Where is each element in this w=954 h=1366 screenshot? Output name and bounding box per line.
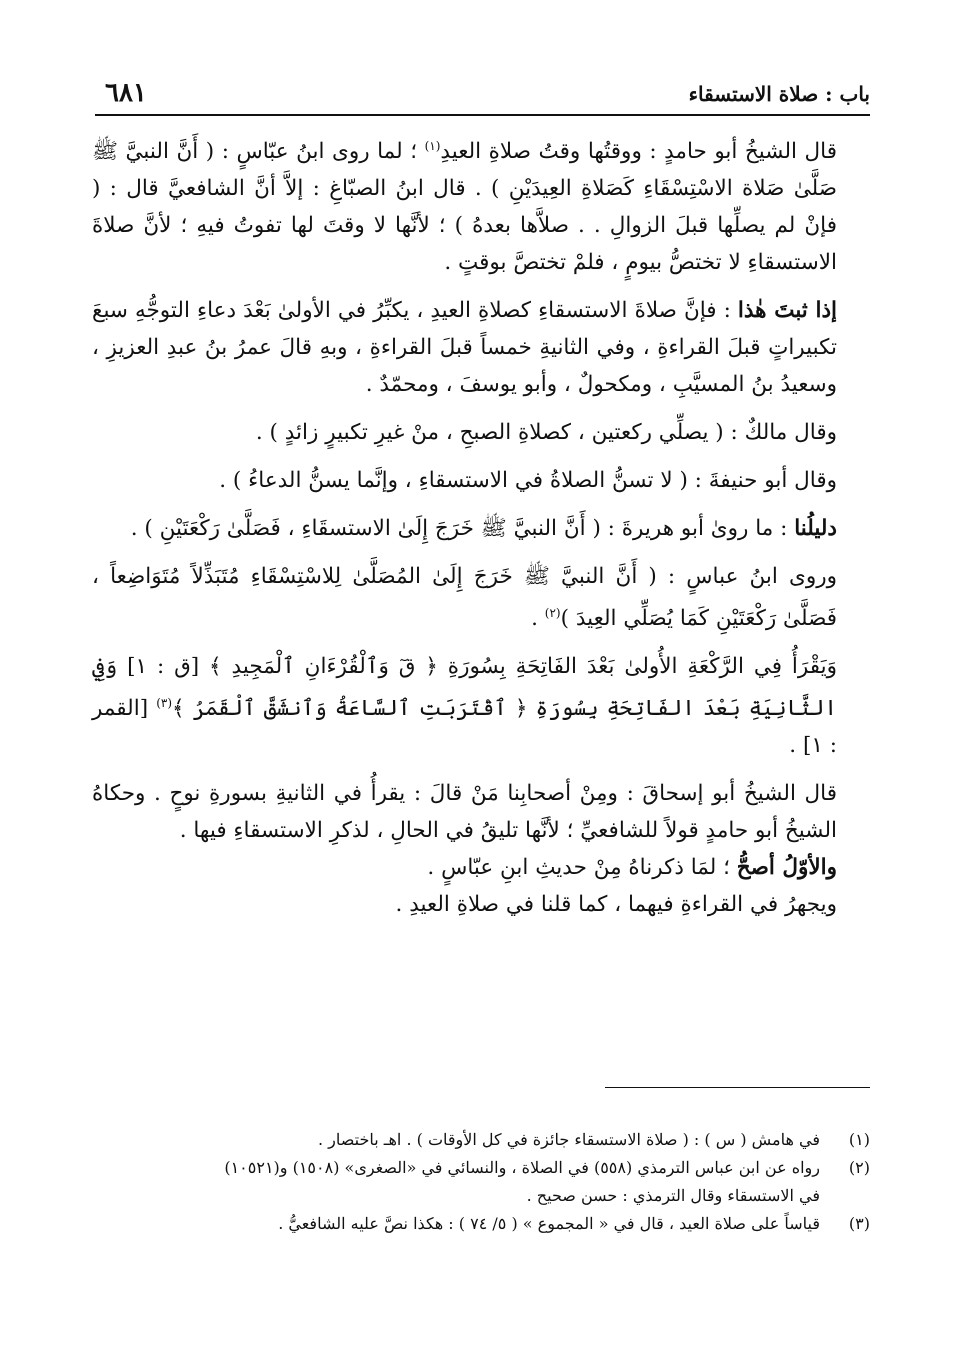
footnote-reference: (٣) (156, 696, 173, 711)
paragraph (92, 558, 867, 637)
paragraph-text: : ما روىٰ أبو هريرةَ : ( أَنَّ النبيَّ ﷺ خَرَجَ إِلَىٰ الاستسقَاءِ ، فَصَلَّىٰ رَكْعَتَيْنِ ) . (130, 516, 788, 542)
page-number: ٦٨١ (105, 78, 147, 108)
paragraph-text: . (531, 606, 538, 632)
footnote-separator (605, 1087, 870, 1088)
footnote-line: في الاستسقاء وقال الترمذي : حسن صحيح . (526, 1186, 820, 1205)
paragraph-text: وروى ابنُ عباسٍ : ( أَنَّ النبيَّ ﷺ خَرَجَ إِلَىٰ المُصَلَّىٰ لِلاسْتِسْقَاءِ مُتَبَذِّلاً مُتَوَاضِعاً ، فَصَلَّىٰ رَكْعَتَيْنِ كَمَا يُصَلِّي العِيدَ ) (92, 564, 837, 632)
paragraph-text: وقال مالكٌ : ( يصلِّي ركعتين ، كصلاةِ الصبحِ ، منْ غيرِ تكبيرٍ زائدٍ ) . (255, 420, 837, 446)
paragraph (92, 510, 867, 547)
footnote-line: قياساً على صلاة العيد ، قال في « المجموع » ( ٥/ ٧٤ ) : هكذا نصَّ عليه الشافعيُّ . (278, 1214, 820, 1233)
footnote-line: في هامش ( س ) : ( صلاة الاستسقاء جائزة في كل الأوقات ) . اهـ باختصار . (318, 1130, 820, 1149)
footnote-text (92, 1126, 820, 1154)
footnote (92, 1154, 870, 1210)
paragraph-text: قال الشيخُ أبو حامدٍ : ووقتُها وقتُ صلاةِ العيدِ (440, 139, 837, 165)
running-header (95, 78, 870, 116)
paragraph-text: [القمر : ١] . (92, 696, 837, 759)
paragraph-text: : فإنَّ صلاةَ الاستسقاءِ كصلاةِ العيدِ ، يكبِّرُ في الأولىٰ بَعْدَ دعاءِ التوجُّهِ سبعَ تكبيراتٍ قبلَ القراءةِ ، وفي الثانيةِ خمساً قبلَ القراءةِ ، وبهِ قالَ عمرُ بنُ عبدِ العزيزِ ، وسعيدُ بنُ المسيَّبِ ، ومكحولٌ ، وأبو يوسفَ ، ومحمّدٌ . (92, 298, 837, 398)
paragraph (92, 414, 867, 451)
paragraph (92, 128, 867, 281)
paragraph (92, 648, 867, 764)
footnote-number: (١) (848, 1130, 870, 1149)
footnote-line: رواه عن ابن عباس الترمذي (٥٥٨) في الصلاة ، والنسائي في «الصغرى» (١٥٠٨) و(١٠٥٢١) (224, 1158, 820, 1177)
paragraph (92, 886, 867, 923)
paragraph (92, 462, 867, 499)
paragraph-text: وقال أبو حنيفةَ : ( لا تسنُّ الصلاةُ في الاستسقاءِ ، وإنَّما يسنُّ الدعاءُ ) . (219, 468, 837, 494)
paragraph-text: ؛ لما روى ابنُ عبّاسٍ : ( أَنَّ النبيَّ ﷺ صَلَّىٰ صَلاة الاسْتِسْقَاءِ كَصَلاةِ العِيدَيْنِ ) . قال ابنُ الصبّاغِ : إلاَّ أنَّ الشافعيَّ قال : ( فإنْ لم يصلِّها قبلَ الزوالِ . . صلاَّها بعدهُ ) ؛ لأنَّها لا وقتَ لها تفوتُ فيهِ ؛ لأنَّ صلاةَ الاستسقاءِ لا تختصُّ بيومٍ ، فلمْ تختصَّ بوقتٍ . (92, 139, 837, 276)
paragraph-text: وَيَقْرَأُ فِي الرَّكْعَةِ الأُولىٰ بَعْدَ الفَاتِحَةِ بِسُورَةِ ﴿ قٓ وَٱلْقُرْءَانِ ٱلْمَجِيدِ ﴾ [ق : ١] وَفِي الثَّانِيَةِ بَعْدَ الفَاتِحَةِ بِسُورَةِ ﴿ ٱقْتَرَبَتِ ٱلسَّاعَةُ وَٱنشَقَّ ٱلْقَمَرُ ﴾ (92, 654, 837, 722)
paragraph (92, 775, 867, 849)
lead-phrase: إذا ثبتَ هٰذا (737, 298, 838, 324)
paragraph-text: ويجهرُ في القراءةِ فيهما ، كما قلنا في صلاةِ العيدِ . (395, 892, 837, 918)
lead-phrase: دليلُنا (794, 516, 837, 542)
chapter-title: باب : صلاة الاستسقاء (688, 82, 870, 106)
lead-phrase: والأوّلُ أصحُّ (736, 855, 837, 881)
footnote (92, 1126, 870, 1154)
paragraph (92, 292, 867, 403)
paragraph-text: قال الشيخُ أبو إسحاقَ : ومِنْ أصحابِنا مَنْ قالَ : يقرأُ في الثانيةِ بسورةِ نوحٍ . وحكاهُ الشيخُ أبو حامدٍ قولاً للشافعيِّ ؛ لأنَّها تليقُ في الحالِ ، لذكرِ الاستسقاءِ فيها . (92, 781, 837, 844)
paragraph (92, 849, 867, 886)
footnote-text (92, 1210, 820, 1238)
footnote-number: (٢) (848, 1158, 870, 1177)
footnote-text (92, 1154, 820, 1210)
footnote-reference: (١) (424, 139, 441, 153)
footnote-number: (٣) (848, 1214, 870, 1233)
footnotes (92, 1126, 870, 1238)
footnote (92, 1210, 870, 1238)
footnote-reference: (٢) (544, 606, 561, 621)
paragraph-text: ؛ لمَا ذكرناهُ مِنْ حديثِ ابنِ عبّاسٍ . (427, 855, 730, 881)
main-text (92, 128, 867, 934)
